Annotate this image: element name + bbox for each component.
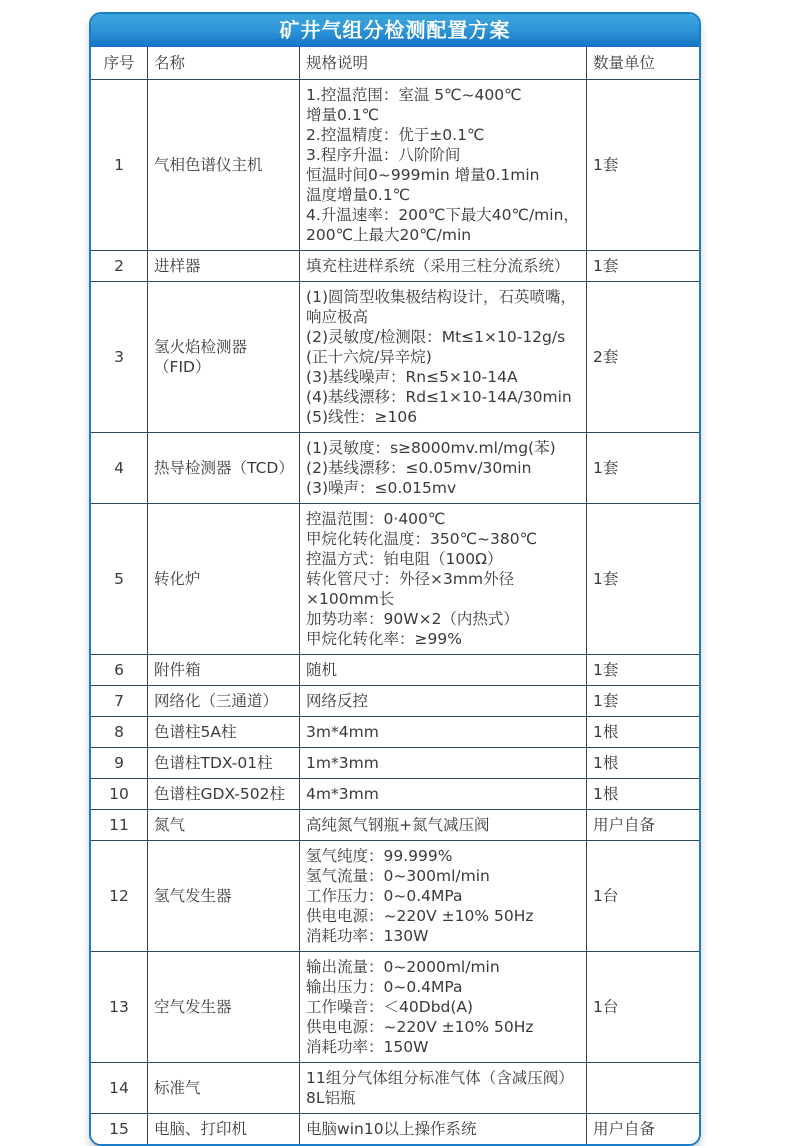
column-header-qty: 数量单位 bbox=[587, 47, 700, 79]
row-qty: 用户自备 bbox=[587, 809, 700, 840]
table-row bbox=[91, 432, 699, 503]
row-no: 10 bbox=[91, 778, 148, 809]
row-name: 气相色谱仪主机 bbox=[148, 79, 300, 250]
row-qty: 用户自备 bbox=[587, 1113, 700, 1144]
row-no: 6 bbox=[91, 654, 148, 685]
row-name: 附件箱 bbox=[148, 654, 300, 685]
row-no: 9 bbox=[91, 747, 148, 778]
row-name: 网络化（三通道） bbox=[148, 685, 300, 716]
row-qty: 1套 bbox=[587, 79, 700, 250]
row-spec: (1)圆筒型收集极结构设计，石英喷嘴， 响应极高 (2)灵敏度/检测限：Mt≤1×10-12g/s (正十六烷/异辛烷) (3)基线噪声：Rn≤5×10-14A (4)基线漂移：Rd≤1×10-14A/30min (5)线性：≥106 bbox=[300, 281, 587, 432]
row-name: 电脑、打印机 bbox=[148, 1113, 300, 1144]
row-spec: 输出流量：0~2000ml/min 输出压力：0~0.4MPa 工作噪音：＜40Dbd(A) 供电电源：~220V ±10% 50Hz 消耗功率：150W bbox=[300, 951, 587, 1062]
row-spec: 11组分气体组分标准气体（含减压阀） 8L铝瓶 bbox=[300, 1062, 587, 1113]
table-row bbox=[91, 951, 699, 1062]
row-spec: 高纯氮气钢瓶+氮气减压阀 bbox=[300, 809, 587, 840]
row-name: 色谱柱GDX-502柱 bbox=[148, 778, 300, 809]
table-row bbox=[91, 281, 699, 432]
row-qty bbox=[587, 1062, 700, 1113]
table-row bbox=[91, 747, 699, 778]
table-row bbox=[91, 778, 699, 809]
row-spec: 1.控温范围：室温 5℃~400℃ 增量0.1℃ 2.控温精度：优于±0.1℃ 3.程序升温：八阶阶间 恒温时间0~999min 增量0.1min 温度增量0.1℃ 4.升温速率：200℃下最大40℃/min， 200℃上最大20℃/min bbox=[300, 79, 587, 250]
table-body bbox=[91, 79, 699, 1144]
row-spec: 4m*3mm bbox=[300, 778, 587, 809]
row-qty: 1套 bbox=[587, 432, 700, 503]
row-qty: 1根 bbox=[587, 747, 700, 778]
row-spec: 3m*4mm bbox=[300, 716, 587, 747]
table-row bbox=[91, 79, 699, 250]
row-name: 氢火焰检测器（FID） bbox=[148, 281, 300, 432]
row-spec: 控温范围：0·400℃ 甲烷化转化温度：350℃~380℃ 控温方式：铂电阻（100Ω） 转化管尺寸：外径×3mm外径×100mm长 加势功率：90W×2（内热式） 甲烷化转化率：≥99% bbox=[300, 503, 587, 654]
row-spec: 随机 bbox=[300, 654, 587, 685]
row-qty: 1根 bbox=[587, 716, 700, 747]
row-name: 氢气发生器 bbox=[148, 840, 300, 951]
row-name: 色谱柱TDX-01柱 bbox=[148, 747, 300, 778]
row-name: 氮气 bbox=[148, 809, 300, 840]
header-row bbox=[91, 47, 699, 79]
row-spec: 网络反控 bbox=[300, 685, 587, 716]
page-title: 矿井气组分检测配置方案 bbox=[91, 14, 699, 47]
row-name: 标准气 bbox=[148, 1062, 300, 1113]
row-no: 3 bbox=[91, 281, 148, 432]
row-no: 7 bbox=[91, 685, 148, 716]
row-no: 13 bbox=[91, 951, 148, 1062]
spec-table bbox=[91, 47, 699, 1144]
row-name: 进样器 bbox=[148, 250, 300, 281]
row-no: 11 bbox=[91, 809, 148, 840]
row-no: 5 bbox=[91, 503, 148, 654]
row-qty: 1台 bbox=[587, 951, 700, 1062]
row-no: 12 bbox=[91, 840, 148, 951]
table-row bbox=[91, 1062, 699, 1113]
table-row bbox=[91, 716, 699, 747]
row-qty: 1套 bbox=[587, 654, 700, 685]
column-header-spec: 规格说明 bbox=[300, 47, 587, 79]
row-spec: 填充柱进样系统（采用三柱分流系统） bbox=[300, 250, 587, 281]
table-row bbox=[91, 654, 699, 685]
row-no: 1 bbox=[91, 79, 148, 250]
row-spec: 氢气纯度：99.999% 氢气流量：0~300ml/min 工作压力：0~0.4MPa 供电电源：~220V ±10% 50Hz 消耗功率：130W bbox=[300, 840, 587, 951]
row-no: 8 bbox=[91, 716, 148, 747]
row-name: 热导检测器（TCD） bbox=[148, 432, 300, 503]
row-no: 15 bbox=[91, 1113, 148, 1144]
row-spec: (1)灵敏度：s≥8000mv.ml/mg(苯) (2)基线漂移：≤0.05mv/30min (3)噪声：≤0.015mv bbox=[300, 432, 587, 503]
column-header-name: 名称 bbox=[148, 47, 300, 79]
table-row bbox=[91, 840, 699, 951]
column-header-no: 序号 bbox=[91, 47, 148, 79]
spec-sheet bbox=[89, 12, 701, 1146]
table-row bbox=[91, 809, 699, 840]
table-row bbox=[91, 503, 699, 654]
row-no: 14 bbox=[91, 1062, 148, 1113]
row-qty: 1套 bbox=[587, 250, 700, 281]
row-no: 4 bbox=[91, 432, 148, 503]
row-qty: 1台 bbox=[587, 840, 700, 951]
table-row bbox=[91, 1113, 699, 1144]
row-no: 2 bbox=[91, 250, 148, 281]
row-qty: 2套 bbox=[587, 281, 700, 432]
row-spec: 电脑win10以上操作系统 bbox=[300, 1113, 587, 1144]
row-name: 色谱柱5A柱 bbox=[148, 716, 300, 747]
row-name: 空气发生器 bbox=[148, 951, 300, 1062]
table-row bbox=[91, 250, 699, 281]
row-qty: 1套 bbox=[587, 685, 700, 716]
row-qty: 1套 bbox=[587, 503, 700, 654]
table-row bbox=[91, 685, 699, 716]
row-qty: 1根 bbox=[587, 778, 700, 809]
row-spec: 1m*3mm bbox=[300, 747, 587, 778]
row-name: 转化炉 bbox=[148, 503, 300, 654]
